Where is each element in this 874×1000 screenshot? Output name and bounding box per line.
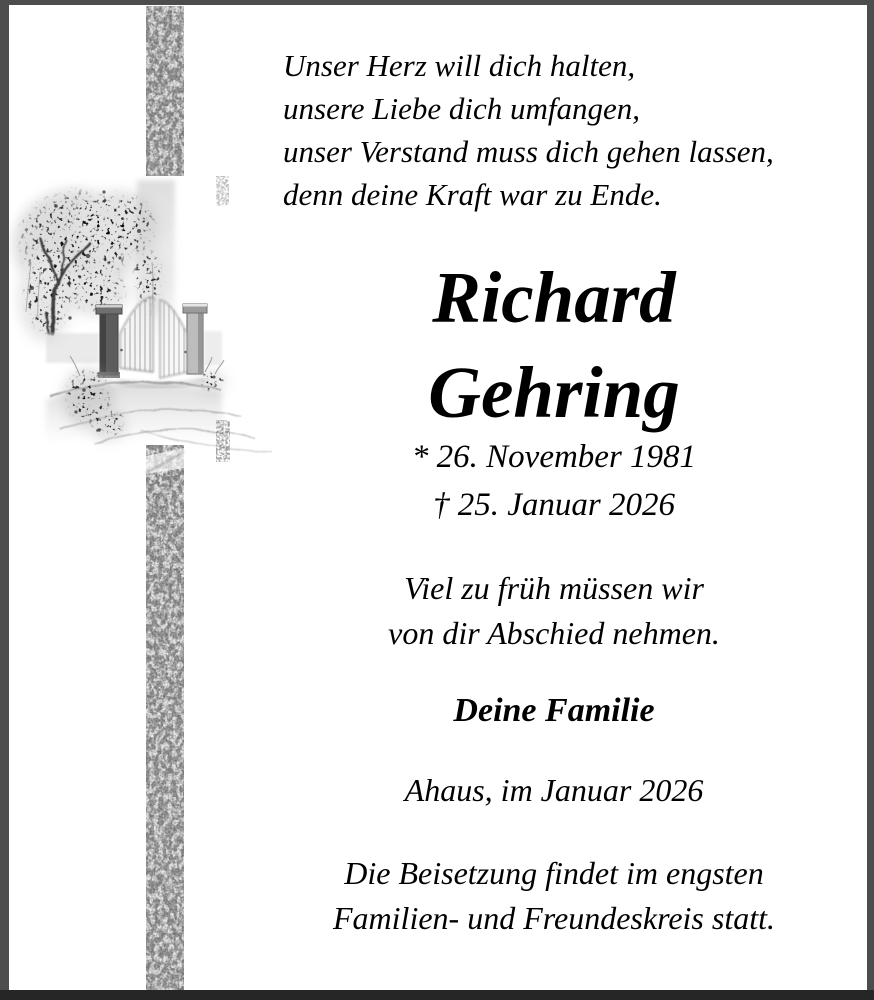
funeral-info <box>278 851 830 941</box>
verse <box>283 44 843 216</box>
garden-gate-cross-sketch-icon <box>0 0 300 1000</box>
death-date-line: † 25. Januar 2026 <box>433 487 675 523</box>
funeral-info-line: Die Beisetzung findet im engsten <box>344 855 764 891</box>
deceased-first-name: Richard <box>432 257 676 338</box>
funeral-info-line: Familien- und Freundeskreis statt. <box>333 900 775 936</box>
verse-line: unser Verstand muss dich gehen lassen, <box>283 134 774 169</box>
page-border-bottom <box>0 990 874 1000</box>
verse-line: Unser Herz will dich halten, <box>283 48 636 83</box>
farewell-line: von dir Abschied nehmen. <box>388 615 720 651</box>
place-date-line: Ahaus, im Januar 2026 <box>404 772 704 808</box>
farewell-text <box>278 566 830 656</box>
page-border-top <box>0 0 874 5</box>
verse-line: unsere Liebe dich umfangen, <box>283 91 640 126</box>
deceased-last-name: Gehring <box>428 352 680 433</box>
page-border-right <box>867 0 874 1000</box>
birth-date-line: * 26. November 1981 <box>411 439 697 475</box>
page-border-left <box>0 0 9 1000</box>
deceased-name <box>278 250 830 440</box>
mourners-signature: Deine Familie <box>453 692 655 729</box>
stone-band <box>146 6 184 990</box>
life-dates <box>278 433 830 529</box>
farewell-line: Viel zu früh müssen wir <box>404 570 704 606</box>
verse-line: denn deine Kraft war zu Ende. <box>283 177 662 212</box>
